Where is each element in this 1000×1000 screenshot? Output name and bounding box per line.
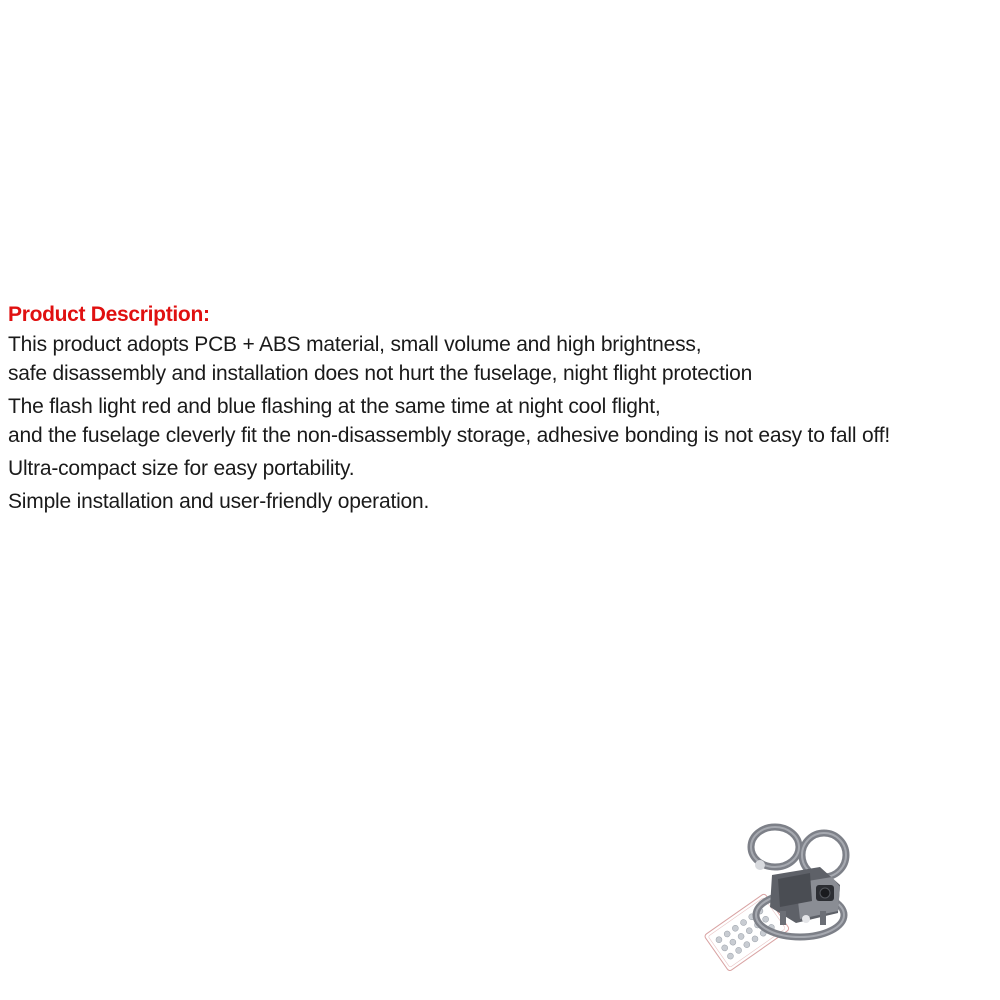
description-paragraph — [8, 330, 998, 388]
description-heading: Product Description: — [8, 303, 210, 326]
description-line: and the fuselage cleverly fit the non-disassembly storage, adhesive bonding is not easy to fall off! — [8, 424, 890, 447]
description-paragraph — [8, 454, 998, 483]
description-line: Simple installation and user-friendly operation. — [8, 490, 430, 513]
description-line: safe disassembly and installation does not hurt the fuselage, night flight protection — [8, 362, 753, 385]
product-description — [8, 300, 998, 520]
description-line: This product adopts PCB + ABS material, small volume and high brightness, — [8, 333, 702, 356]
description-line: The flash light red and blue flashing at the same time at night cool flight, — [8, 395, 661, 418]
description-paragraph — [8, 487, 998, 516]
description-line: Ultra-compact size for easy portability. — [8, 457, 355, 480]
description-paragraph — [8, 392, 998, 450]
drone-with-light-accessory-icon — [700, 815, 860, 975]
